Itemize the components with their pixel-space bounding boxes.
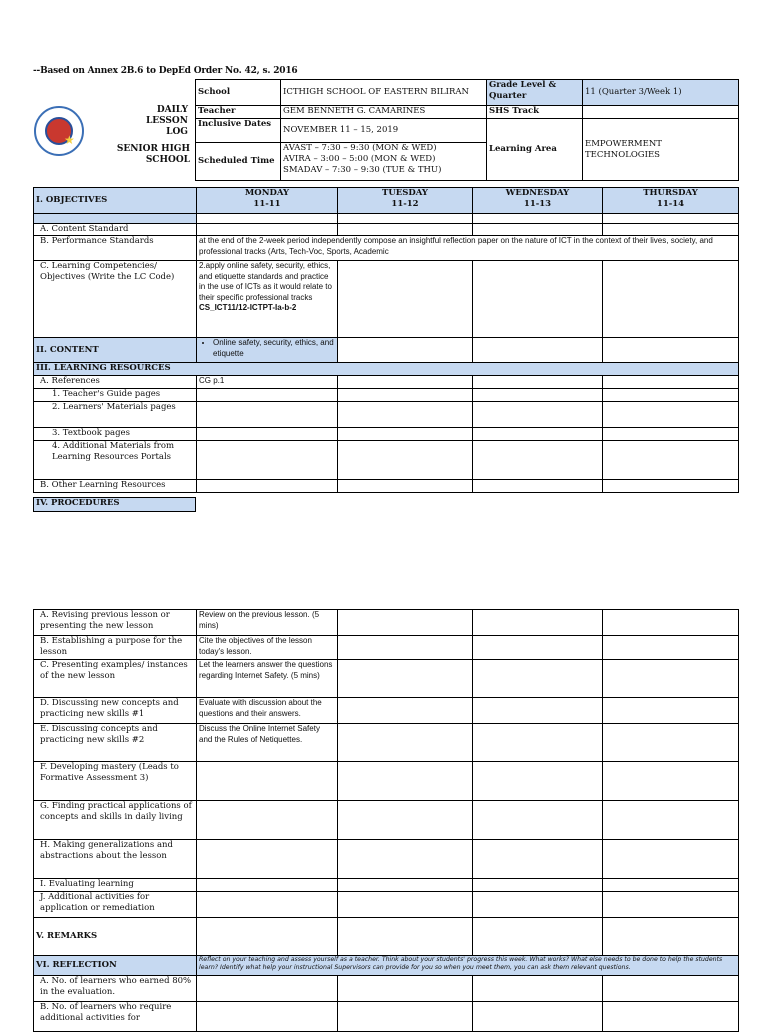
procedures-heading: IV. PROCEDURES xyxy=(34,498,196,512)
references-value: CG p.1 xyxy=(197,376,338,389)
proc-row-d-monday: Evaluate with discussion about the questions and their answers. xyxy=(197,698,338,724)
track-value xyxy=(583,106,739,119)
lm-pages-label: 2. Learners' Materials pages xyxy=(34,402,197,428)
reflection-b-label: B. No. of learners who require additional activities for xyxy=(34,1002,197,1032)
procedures-heading-table xyxy=(33,497,196,512)
proc-row-a-label: A. Revising previous lesson or presenting the new lesson xyxy=(34,610,197,636)
time-value xyxy=(281,143,487,181)
title-line-lesson: LESSON xyxy=(145,116,188,126)
proc-row-d-label: D. Discussing new concepts and practicing new skills #1 xyxy=(34,698,197,724)
proc-row-b-monday: Cite the objectives of the lesson today's lesson. xyxy=(197,636,338,660)
proc-row-c-label: C. Presenting examples/ instances of the new lesson xyxy=(34,660,197,698)
competencies-label: C. Learning Competencies/ Objectives (Write the LC Code) xyxy=(34,261,197,338)
proc-row-h-label: H. Making generalizations and abstractions about the lesson xyxy=(34,840,197,879)
content-standard-label: A. Content Standard xyxy=(34,224,197,236)
dll-title xyxy=(100,105,188,138)
proc-row-c-monday: Let the learners answer the questions regarding Internet Safety. (5 mins) xyxy=(197,660,338,698)
performance-standards-text: at the end of the 2-week period independently compose an insightful reflection paper on the nature of ICT in the context of their lives, society, and professional tracks (Arts, Tech-Voc, Sports, Academic xyxy=(197,236,739,261)
other-resources-label: B. Other Learning Resources xyxy=(34,480,197,493)
day-header-wednesday: WEDNESDAY 11-13 xyxy=(473,188,603,214)
reflection-text: Reflect on your teaching and assess yourself as a teacher. Think about your students' progress this week. What works? What else needs to be done to help the students learn? Identify what help your instructional Supervisors can provide for you so when you meet them, you can ask them relevant questions. xyxy=(197,956,739,976)
grade-value: 11 (Quarter 3/Week 1) xyxy=(583,80,739,106)
main-table-top xyxy=(33,187,739,493)
school-label: School xyxy=(196,80,281,106)
content-item: • Online safety, security, ethics, and etiquette xyxy=(197,338,338,363)
area-value: EMPOWERMENT TECHNOLOGIES xyxy=(583,119,739,181)
basis-note: --Based on Annex 2B.6 to DepEd Order No. 42, s. 2016 xyxy=(33,66,298,76)
content-heading: II. CONTENT xyxy=(34,338,197,363)
competencies-text: 2.apply online safety, security, ethics, and etiquette standards and practice in the use of ICTs as it would relate to their specific professional tracks CS_ICT11/12-ICTPT-Ia-b-2 xyxy=(197,261,338,338)
header-table xyxy=(195,79,739,181)
time-line-smadav: SMADAV – 7:30 – 9:30 (TUE & THU) xyxy=(283,165,442,175)
references-label: A. References xyxy=(34,376,197,389)
procedures-table xyxy=(33,609,739,1032)
lc-code: CS_ICT11/12-ICTPT-Ia-b-2 xyxy=(199,303,297,312)
track-label: SHS Track xyxy=(487,106,583,119)
day-header-thursday: THURSDAY 11-14 xyxy=(603,188,739,214)
reflection-a-label: A. No. of learners who earned 80% in the evaluation. xyxy=(34,976,197,1002)
proc-row-a-monday: Review on the previous lesson. (5 mins) xyxy=(197,610,338,636)
remarks-heading: V. REMARKS xyxy=(34,918,197,956)
proc-row-b-label: B. Establishing a purpose for the lesson xyxy=(34,636,197,660)
title-line-log: LOG xyxy=(166,127,188,137)
resources-heading: III. LEARNING RESOURCES xyxy=(34,363,739,376)
day-header-monday: MONDAY 11-11 xyxy=(197,188,338,214)
grade-label: Grade Level & Quarter xyxy=(487,80,583,106)
teacher-label: Teacher xyxy=(196,106,281,119)
time-label: Scheduled Time xyxy=(196,143,281,181)
proc-row-i-label: I. Evaluating learning xyxy=(34,879,197,892)
dates-value: NOVEMBER 11 – 15, 2019 xyxy=(281,119,487,143)
area-label: Learning Area xyxy=(487,119,583,181)
title-line-daily: DAILY xyxy=(156,105,188,115)
dates-label: Inclusive Dates xyxy=(196,119,281,143)
proc-row-e-monday: Discuss the Online Internet Safety and the Rules of Netiquettes. xyxy=(197,724,338,762)
proc-row-g-label: G. Finding practical applications of concepts and skills in daily living xyxy=(34,801,197,840)
time-line-avira: AVIRA – 3:00 – 5:00 (MON & WED) xyxy=(283,154,436,164)
proc-row-f-label: F. Developing mastery (Leads to Formative Assessment 3) xyxy=(34,762,197,801)
proc-row-e-label: E. Discussing concepts and practicing new skills #2 xyxy=(34,724,197,762)
additional-materials-label: 4. Additional Materials from Learning Resources Portals xyxy=(34,441,197,480)
deped-seal-logo: ★ xyxy=(34,106,84,156)
reflection-heading: VI. REFLECTION xyxy=(34,956,197,976)
textbook-pages-label: 3. Textbook pages xyxy=(34,428,197,441)
time-line-avast: AVAST – 7:30 – 9:30 (MON & WED) xyxy=(283,143,437,153)
title-line-shs: SENIOR HIGH SCHOOL xyxy=(116,144,190,165)
performance-standards-label: B. Performance Standards xyxy=(34,236,197,261)
day-header-tuesday: TUESDAY 11-12 xyxy=(338,188,473,214)
teacher-value: GEM BENNETH G. CAMARINES xyxy=(281,106,487,119)
proc-row-j-label: J. Additional activities for application or remediation xyxy=(34,892,197,918)
tg-pages-label: 1. Teacher's Guide pages xyxy=(34,389,197,402)
objectives-heading: I. OBJECTIVES xyxy=(34,188,197,214)
school-value: ICTHIGH SCHOOL OF EASTERN BILIRAN xyxy=(281,80,487,106)
